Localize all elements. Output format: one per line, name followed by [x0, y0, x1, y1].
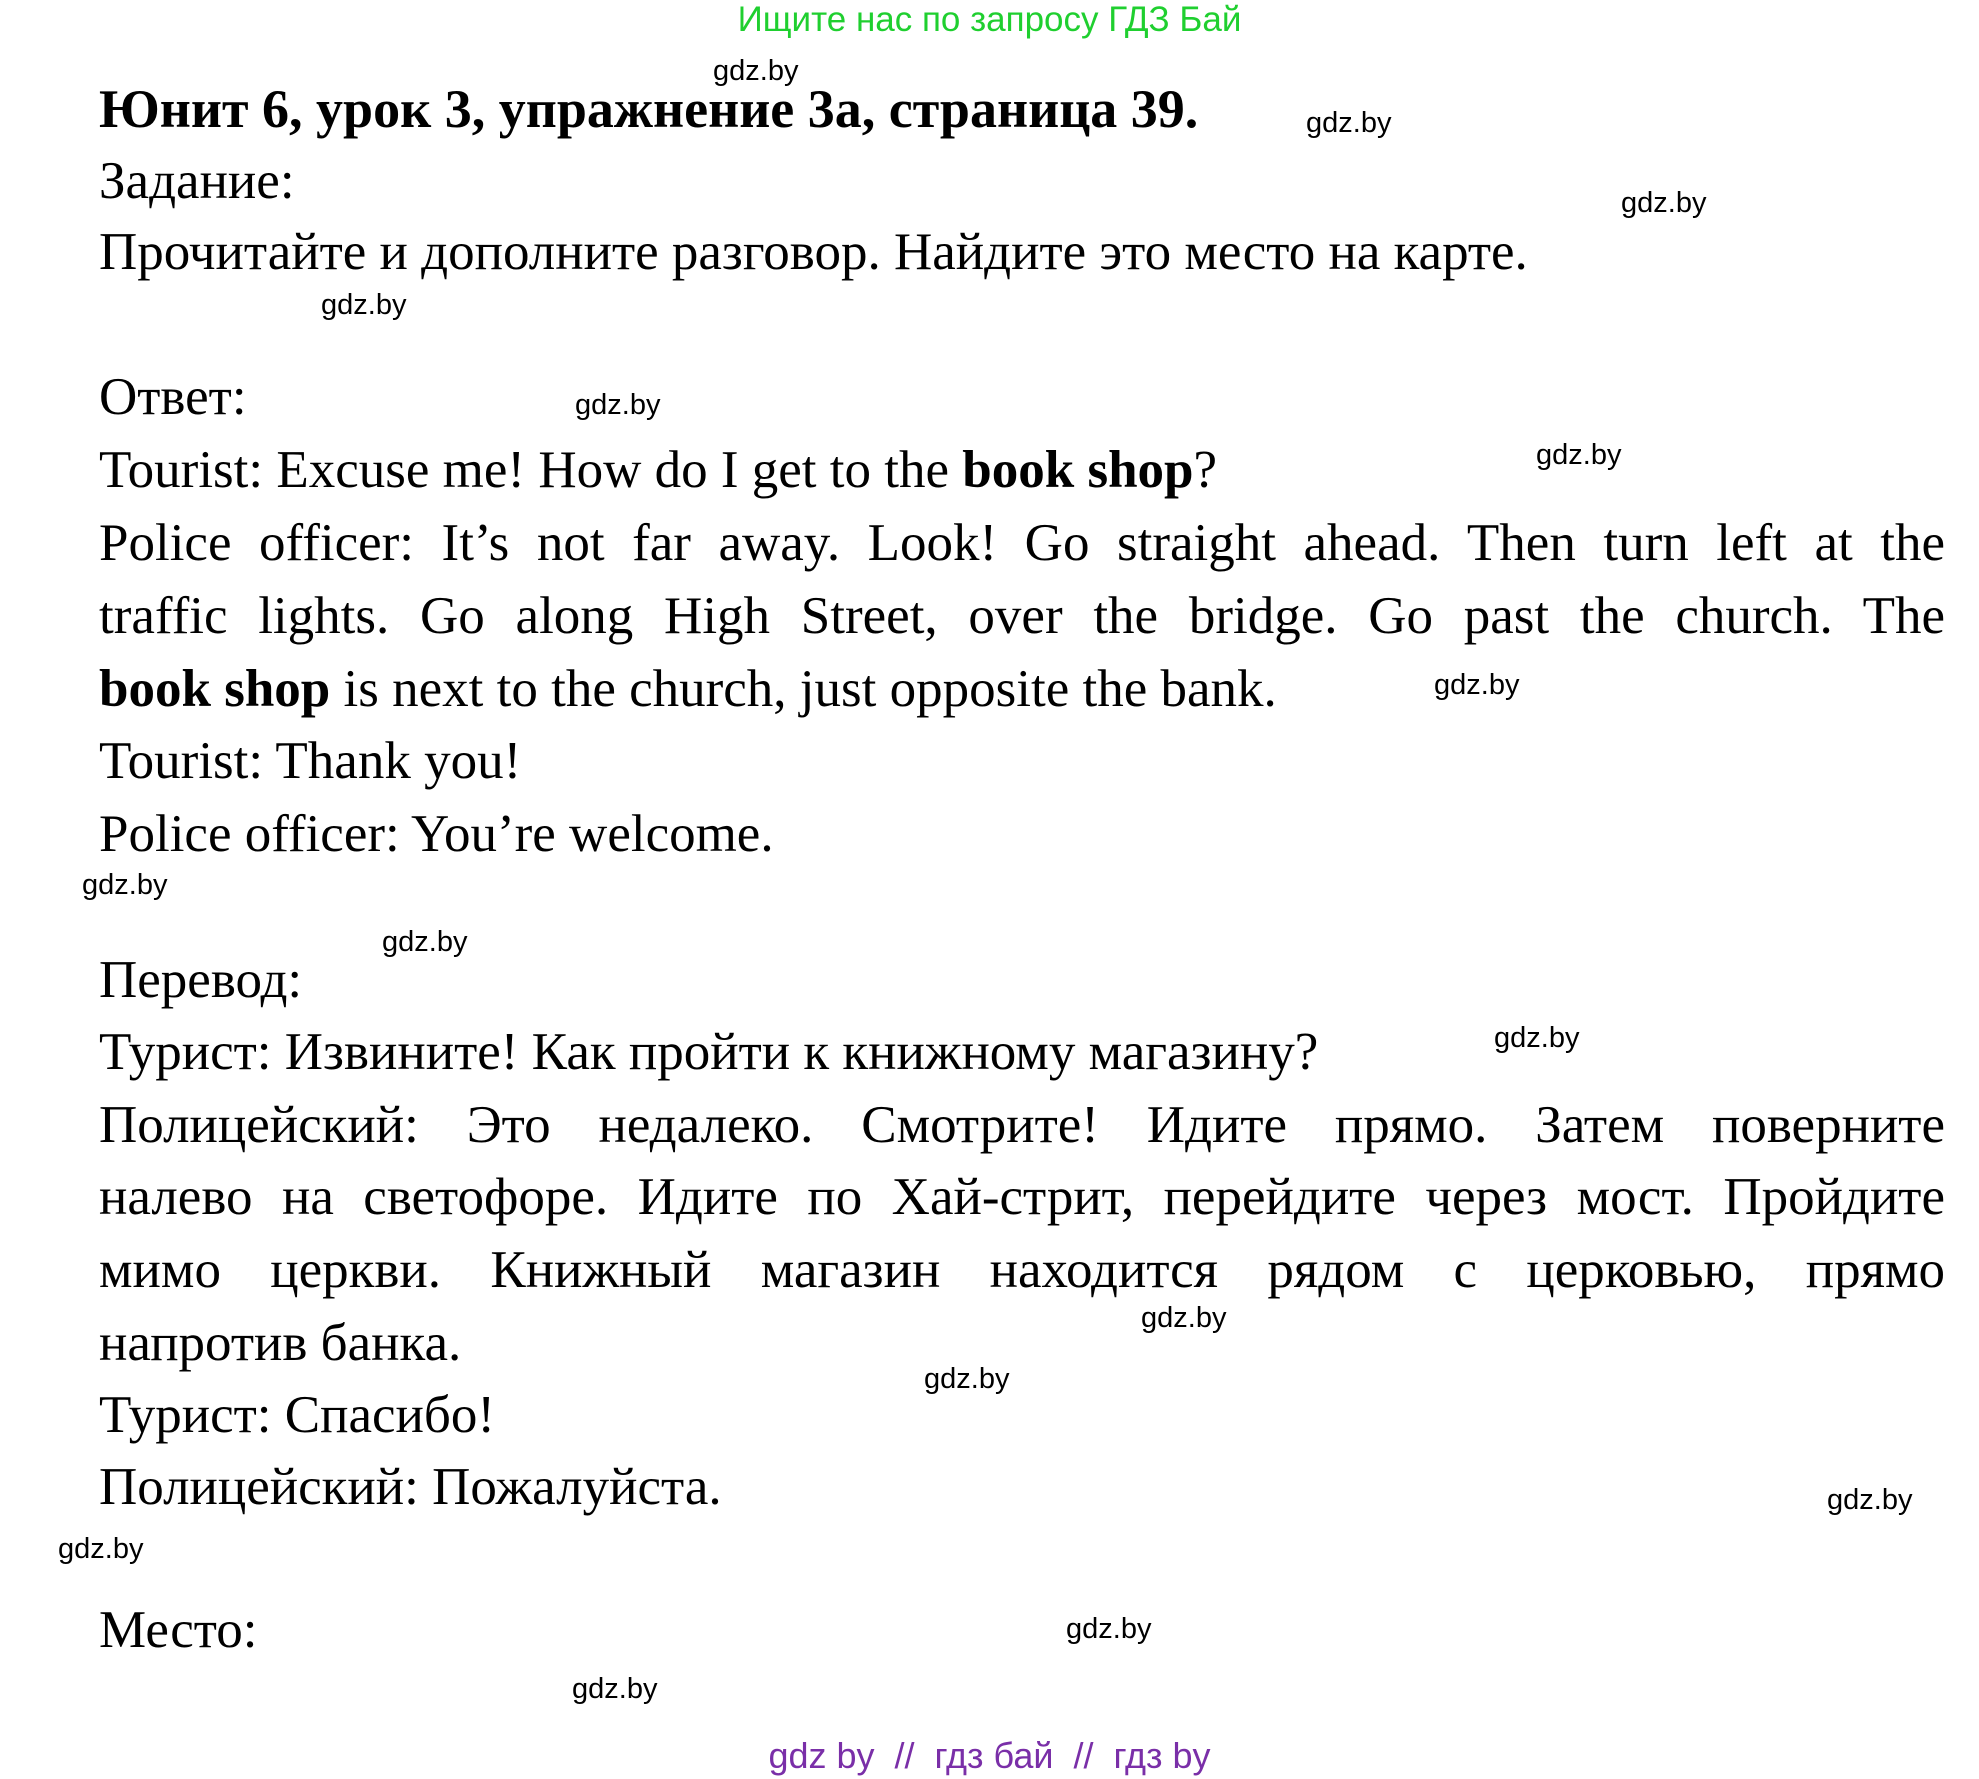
watermark: gdz.by — [1827, 1484, 1913, 1516]
watermark: gdz.by — [1306, 107, 1392, 139]
watermark: gdz.by — [1141, 1302, 1227, 1334]
footer-links: gdz by // гдз бай // гдз by — [768, 1735, 1211, 1776]
task-label: Задание: — [99, 152, 295, 210]
top-banner: Ищите нас по запросу ГДЗ Бай — [737, 0, 1242, 39]
watermark: gdz.by — [82, 869, 168, 901]
translation-line-6: Турист: Спасибо! — [99, 1386, 495, 1444]
watermark: gdz.by — [924, 1363, 1010, 1395]
answer-line-1: Tourist: Excuse me! How do I get to the book shop? — [99, 441, 1218, 499]
watermark: gdz.by — [382, 926, 468, 958]
answer-line-2: Police officer: It’s not far away. Look! Go straight ahead. Then turn left at the — [99, 514, 1945, 572]
answer-line-5: Tourist: Thank you! — [99, 732, 522, 790]
translation-line-1: Турист: Извините! Как пройти к книжному магазину? — [99, 1023, 1319, 1081]
watermark: gdz.by — [713, 55, 799, 87]
watermark: gdz.by — [1066, 1613, 1152, 1645]
answer-line-6: Police officer: You’re welcome. — [99, 805, 774, 863]
answer-line-4: book shop is next to the church, just opposite the bank. — [99, 660, 1277, 718]
watermark: gdz.by — [1536, 439, 1622, 471]
translation-line-3: налево на светофоре. Идите по Хай-стрит, перейдите через мост. Пройдите — [99, 1168, 1945, 1226]
translation-line-5: напротив банка. — [99, 1314, 462, 1372]
watermark: gdz.by — [575, 389, 661, 421]
place-label: Место: — [99, 1601, 258, 1659]
watermark: gdz.by — [58, 1533, 144, 1565]
answer-line-3: traffic lights. Go along High Street, over the bridge. Go past the church. The — [99, 587, 1945, 645]
watermark: gdz.by — [321, 289, 407, 321]
answer-label: Ответ: — [99, 368, 247, 426]
task-text: Прочитайте и дополните разговор. Найдите это место на карте. — [99, 223, 1528, 281]
page-title: Юнит 6, урок 3, упражнение 3а, страница 39. — [99, 79, 1199, 139]
translation-line-2: Полицейский: Это недалеко. Смотрите! Идите прямо. Затем поверните — [99, 1096, 1945, 1154]
translation-line-4: мимо церкви. Книжный магазин находится рядом с церковью, прямо — [99, 1241, 1945, 1299]
translation-label: Перевод: — [99, 951, 303, 1009]
watermark: gdz.by — [1621, 187, 1707, 219]
watermark: gdz.by — [1434, 669, 1520, 701]
translation-line-7: Полицейский: Пожалуйста. — [99, 1458, 722, 1516]
watermark: gdz.by — [1494, 1022, 1580, 1054]
watermark: gdz.by — [572, 1673, 658, 1705]
